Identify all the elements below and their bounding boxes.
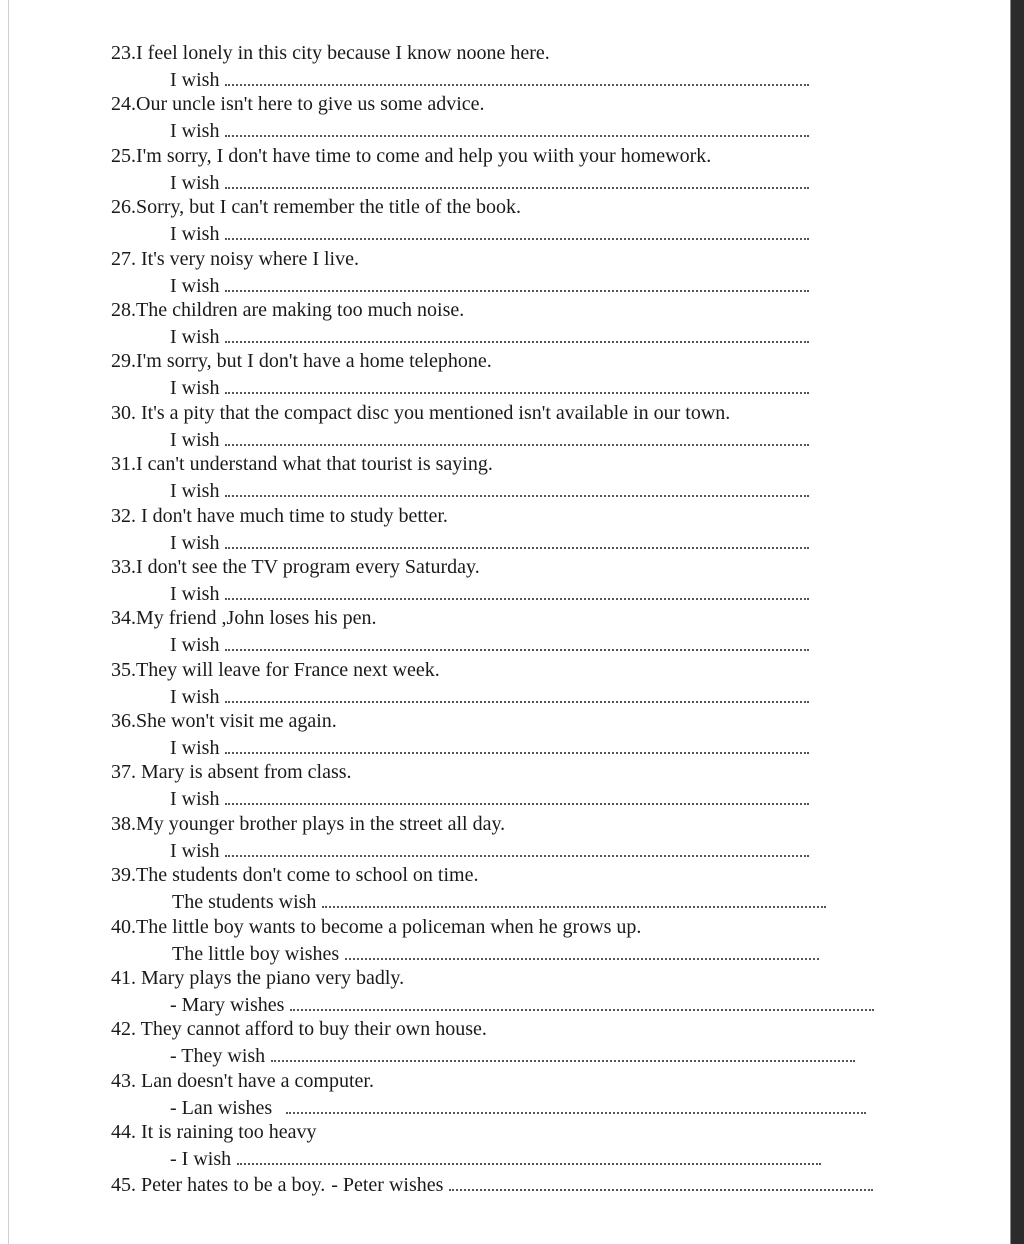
exercise-28 — [111, 297, 951, 348]
exercise-45 — [111, 1171, 951, 1222]
exercise-29 — [111, 348, 951, 399]
worksheet — [111, 40, 951, 1222]
answer-prompt: I wish — [170, 171, 220, 194]
answer-blank[interactable] — [225, 837, 809, 857]
answer-prompt: I wish — [170, 582, 220, 605]
exercise-24 — [111, 91, 951, 142]
answer-blank[interactable] — [225, 272, 809, 292]
answer-blank[interactable] — [225, 117, 809, 137]
question-text: 23.I feel lonely in this city because I know noone here. — [111, 42, 550, 64]
answer-blank[interactable] — [225, 683, 809, 703]
answer-prompt: I wish — [170, 428, 220, 451]
question-text: 32. I don't have much time to study better. — [111, 504, 448, 527]
question-text: 31.I can't understand what that tourist is saying. — [111, 453, 493, 476]
page-edge-left — [8, 0, 9, 1244]
question-text: 42. They cannot afford to buy their own house. — [111, 1018, 487, 1041]
exercise-41 — [111, 965, 951, 1016]
exercise-23 — [111, 40, 951, 91]
answer-prompt: I wish — [170, 223, 220, 246]
exercise-27 — [111, 246, 951, 297]
question-text: 24.Our uncle isn't here to give us some advice. — [111, 93, 485, 116]
question-text: 38.My younger brother plays in the street all day. — [111, 812, 506, 835]
exercise-34 — [111, 605, 951, 656]
answer-prompt: I wish — [170, 274, 220, 297]
question-text: 44. It is raining too heavy — [111, 1121, 317, 1144]
answer-blank[interactable] — [345, 940, 819, 960]
question-text: 33.I don't see the TV program every Saturday. — [111, 555, 480, 578]
question-text: 28.The children are making too much noise. — [111, 298, 465, 321]
exercise-25 — [111, 143, 951, 194]
question-text: 25.I'm sorry, I don't have time to come and help you wiith your homework. — [111, 144, 712, 167]
answer-prompt: I wish — [170, 737, 220, 760]
exercise-35 — [111, 657, 951, 708]
question-text: 40.The little boy wants to become a policeman when he grows up. — [111, 915, 642, 938]
exercise-36 — [111, 708, 951, 759]
question-text: 37. Mary is absent from class. — [111, 761, 352, 784]
answer-prompt: - Mary wishes — [170, 994, 285, 1017]
question-text: 39.The students don't come to school on time. — [111, 864, 479, 887]
answer-blank[interactable] — [237, 1145, 821, 1165]
answer-prompt: I wish — [170, 685, 220, 708]
answer-blank[interactable] — [225, 426, 809, 446]
answer-blank[interactable] — [225, 374, 809, 394]
answer-blank[interactable] — [449, 1171, 873, 1191]
exercise-26 — [111, 194, 951, 245]
question-text: 36.She won't visit me again. — [111, 710, 337, 733]
answer-blank[interactable] — [225, 785, 809, 805]
answer-prompt: - Peter wishes — [331, 1173, 444, 1196]
answer-blank[interactable] — [225, 220, 809, 240]
answer-prompt: I wish — [170, 480, 220, 503]
answer-prompt: - Lan wishes — [170, 1096, 273, 1119]
answer-prompt: I wish — [170, 377, 220, 400]
answer-blank[interactable] — [225, 734, 809, 754]
answer-blank[interactable] — [290, 991, 874, 1011]
question-text: 26.Sorry, but I can't remember the title of the book. — [111, 196, 521, 219]
question-text: 34.My friend ,John loses his pen. — [111, 607, 377, 630]
question-text: 43. Lan doesn't have a computer. — [111, 1069, 374, 1092]
answer-prompt: I wish — [170, 120, 220, 143]
answer-prompt: I wish — [170, 634, 220, 657]
answer-prompt: - I wish — [170, 1148, 232, 1171]
exercise-38 — [111, 811, 951, 862]
answer-blank[interactable] — [225, 631, 809, 651]
question-text: 35.They will leave for France next week. — [111, 658, 440, 681]
answer-blank[interactable] — [225, 529, 809, 549]
answer-prompt: I wish — [170, 69, 220, 91]
answer-prompt: I wish — [170, 325, 220, 348]
question-text: 30. It's a pity that the compact disc you mentioned isn't available in our town. — [111, 401, 731, 424]
window-frame-right — [1010, 0, 1024, 1244]
answer-prompt: I wish — [170, 839, 220, 862]
answer-prompt: I wish — [170, 531, 220, 554]
answer-blank[interactable] — [286, 1094, 866, 1114]
exercise-40 — [111, 914, 951, 965]
exercise-31 — [111, 451, 951, 502]
exercise-43 — [111, 1068, 951, 1119]
answer-prompt: The students wish — [172, 891, 317, 914]
answer-blank[interactable] — [322, 888, 826, 908]
answer-blank[interactable] — [225, 323, 809, 343]
answer-blank[interactable] — [225, 169, 809, 189]
answer-blank[interactable] — [225, 66, 809, 86]
answer-blank[interactable] — [225, 477, 809, 497]
exercise-33 — [111, 554, 951, 605]
answer-prompt: I wish — [170, 788, 220, 811]
exercise-32 — [111, 503, 951, 554]
answer-prompt: The little boy wishes — [172, 942, 340, 965]
exercise-39 — [111, 862, 951, 913]
exercise-30 — [111, 400, 951, 451]
answer-prompt: - They wish — [170, 1045, 266, 1068]
answer-blank[interactable] — [225, 580, 809, 600]
question-text: 27. It's very noisy where I live. — [111, 247, 359, 270]
exercise-42 — [111, 1016, 951, 1067]
exercise-44 — [111, 1119, 951, 1170]
question-text: 29.I'm sorry, but I don't have a home telephone. — [111, 350, 492, 373]
exercise-37 — [111, 759, 951, 810]
question-text: 45. Peter hates to be a boy. — [111, 1173, 326, 1196]
answer-blank[interactable] — [271, 1042, 855, 1062]
question-text: 41. Mary plays the piano very badly. — [111, 967, 405, 990]
